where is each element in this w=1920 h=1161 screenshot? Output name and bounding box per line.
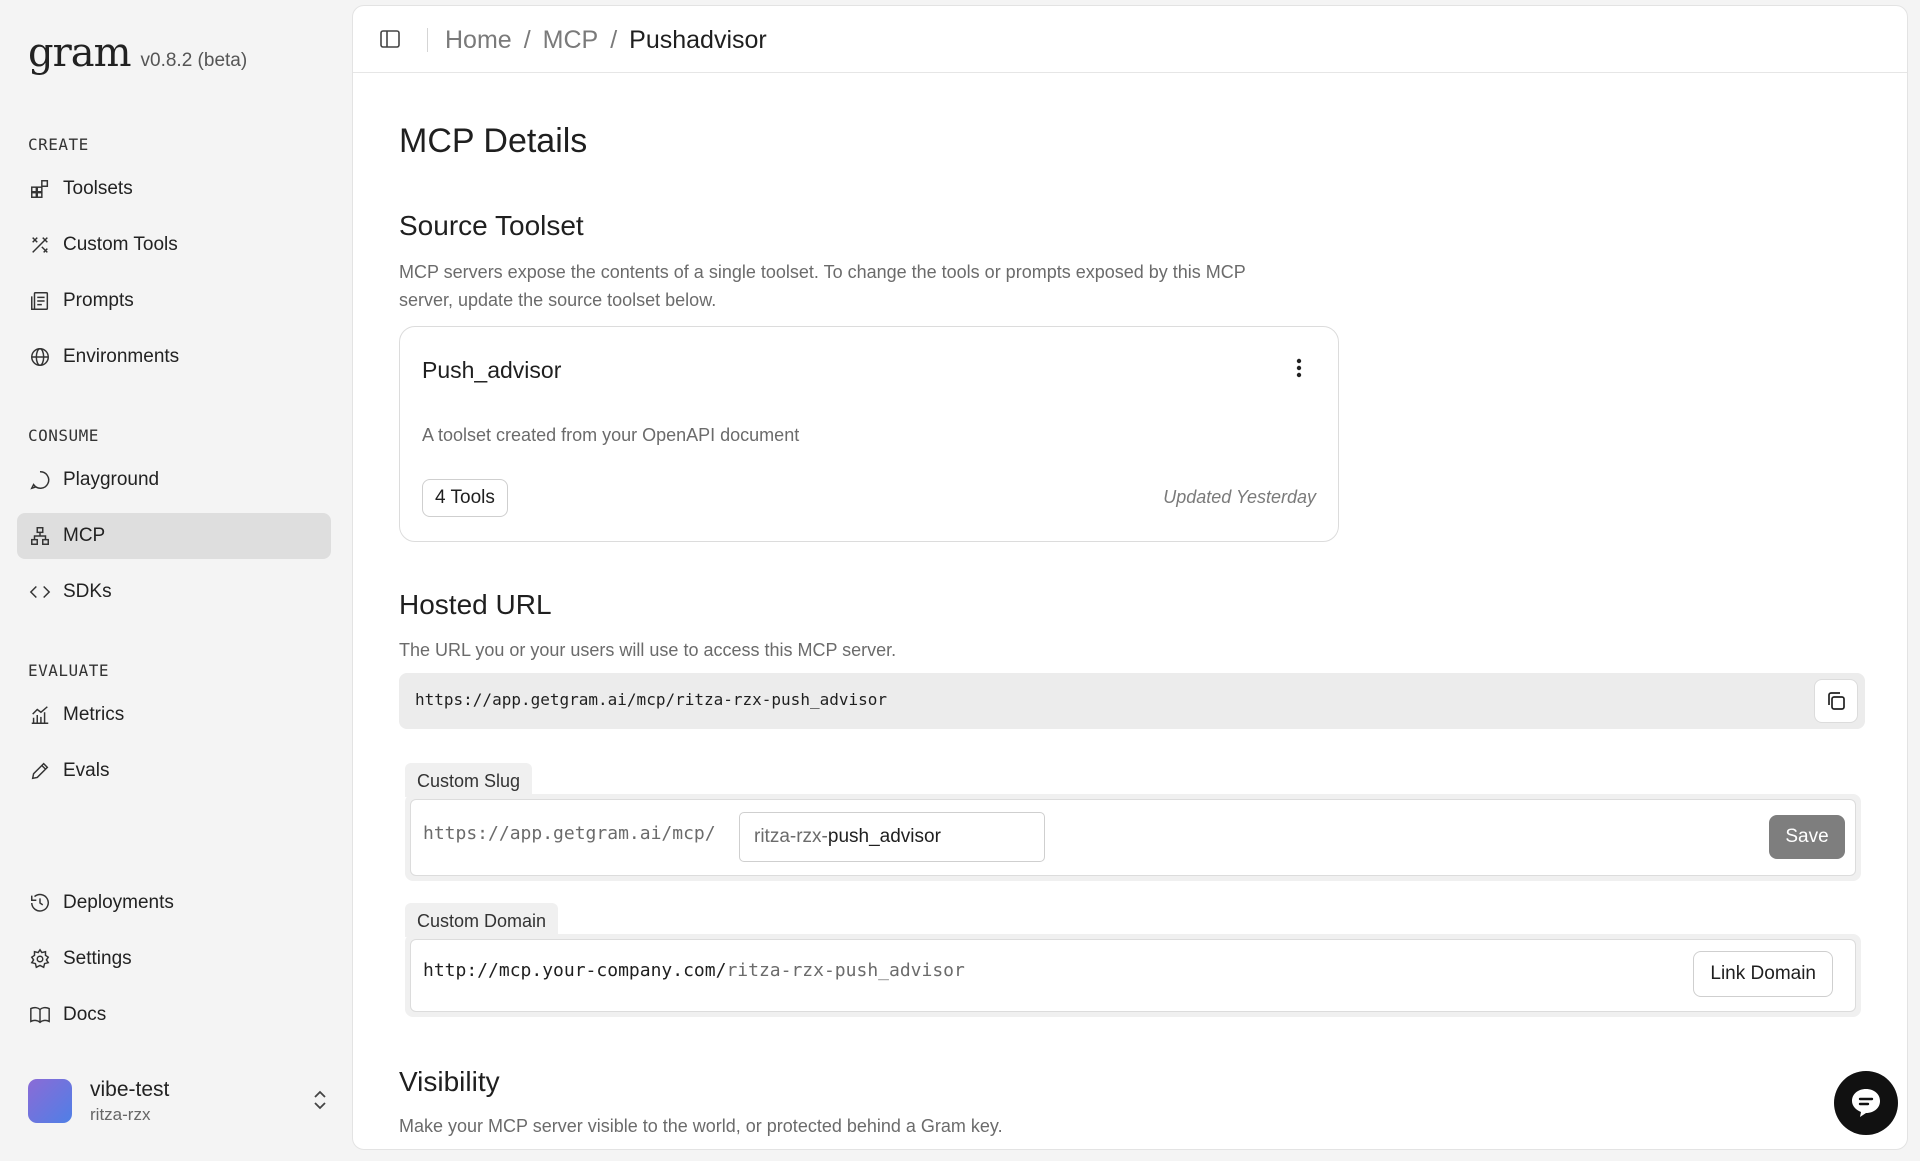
network-icon xyxy=(29,525,51,547)
breadcrumb xyxy=(445,26,767,55)
copy-button[interactable] xyxy=(1814,679,1858,723)
visibility-heading: Visibility xyxy=(399,1066,500,1097)
divider xyxy=(427,28,428,52)
gram-logo[interactable]: gram xyxy=(28,30,131,76)
hosted-url-box xyxy=(399,673,1865,729)
save-button[interactable]: Save xyxy=(1769,815,1845,859)
gear-icon xyxy=(29,948,51,970)
slug-input[interactable] xyxy=(739,812,1045,862)
source-toolset-description-2: server, update the source toolset below. xyxy=(399,290,717,310)
section-evaluate: EVALUATE xyxy=(28,661,110,680)
sidebar-item-toolsets[interactable] xyxy=(17,166,331,212)
copy-icon xyxy=(1825,690,1847,712)
hosted-url-value: https://app.getgram.ai/mcp/ritza-rzx-push_advisor xyxy=(415,690,888,709)
version-label: v0.8.2 (beta) xyxy=(140,50,248,71)
sidebar-item-label: Playground xyxy=(63,469,160,490)
prompts-icon xyxy=(29,290,51,312)
code-icon xyxy=(29,581,51,603)
custom-domain-slug: ritza-rzx-push_advisor xyxy=(726,960,965,981)
section-consume: CONSUME xyxy=(28,426,99,445)
breadcrumb-separator: / xyxy=(610,26,618,54)
breadcrumb-home[interactable]: Home xyxy=(445,26,512,54)
custom-domain-label: Custom Domain xyxy=(405,903,558,937)
workspace-avatar xyxy=(28,1079,72,1123)
sidebar-item-label: Environments xyxy=(63,346,180,367)
sidebar-item-label: Custom Tools xyxy=(63,234,178,255)
custom-domain-field xyxy=(405,934,1861,1017)
sidebar-item-sdks[interactable] xyxy=(17,569,331,615)
brand xyxy=(28,30,247,76)
toolset-updated: Updated Yesterday xyxy=(1163,487,1316,507)
section-create: CREATE xyxy=(28,135,89,154)
book-icon xyxy=(29,1004,51,1026)
custom-domain-host: http://mcp.your-company.com/ xyxy=(423,960,727,981)
breadcrumb-mcp[interactable]: MCP xyxy=(542,26,599,54)
custom-domain-url xyxy=(423,960,965,981)
chat-support-button[interactable] xyxy=(1834,1071,1898,1135)
tools-count-badge[interactable]: 4 Tools xyxy=(422,479,508,517)
sidebar-item-settings[interactable] xyxy=(17,936,331,982)
sidebar-item-deployments[interactable] xyxy=(17,880,331,926)
hosted-url-heading: Hosted URL xyxy=(399,589,552,620)
topbar xyxy=(353,6,1907,73)
sidebar-item-prompts[interactable] xyxy=(17,278,331,324)
sidebar-item-label: Toolsets xyxy=(63,178,133,199)
custom-slug-field xyxy=(405,794,1861,881)
sidebar-item-label: SDKs xyxy=(63,581,112,602)
slug-input-value: push_advisor xyxy=(827,826,941,847)
sidebar-item-evals[interactable] xyxy=(17,748,331,794)
workspace-name: vibe-test xyxy=(90,1077,170,1101)
sidebar xyxy=(0,0,352,1161)
breadcrumb-separator: / xyxy=(523,26,531,54)
sidebar-item-label: MCP xyxy=(63,525,106,546)
toolset-card[interactable] xyxy=(399,326,1339,542)
sidebar-toggle-icon[interactable] xyxy=(379,28,401,50)
source-toolset-description-1: MCP servers expose the contents of a single toolset. To change the tools or prompts exposed by this MCP xyxy=(399,262,1246,282)
sidebar-item-playground[interactable] xyxy=(17,457,331,503)
sidebar-item-label: Docs xyxy=(63,1004,107,1025)
sidebar-item-docs[interactable] xyxy=(17,992,331,1038)
history-icon xyxy=(29,892,51,914)
globe-icon xyxy=(29,346,51,368)
chat-bubble-icon xyxy=(29,469,51,491)
custom-slug-label: Custom Slug xyxy=(405,763,532,797)
sidebar-item-label: Prompts xyxy=(63,290,134,311)
sidebar-item-label: Settings xyxy=(63,948,132,969)
breadcrumb-current: Pushadvisor xyxy=(629,26,767,54)
slug-input-prefix: ritza-rzx- xyxy=(754,826,828,847)
source-toolset-heading: Source Toolset xyxy=(399,210,584,241)
slug-prefix: https://app.getgram.ai/mcp/ xyxy=(423,823,716,844)
sidebar-item-mcp[interactable] xyxy=(17,513,331,559)
visibility-description: Make your MCP server visible to the world, or protected behind a Gram key. xyxy=(399,1116,1003,1136)
sidebar-item-label: Evals xyxy=(63,760,110,781)
chevron-up-down-icon[interactable] xyxy=(312,1088,328,1112)
link-domain-button[interactable]: Link Domain xyxy=(1693,951,1833,997)
toolset-name: Push_advisor xyxy=(422,357,562,383)
pencil-icon xyxy=(29,760,51,782)
sidebar-item-label: Metrics xyxy=(63,704,125,725)
toolset-description: A toolset created from your OpenAPI document xyxy=(422,425,800,445)
chart-icon xyxy=(29,704,51,726)
sidebar-item-metrics[interactable] xyxy=(17,692,331,738)
main-panel xyxy=(352,5,1908,1150)
chat-icon xyxy=(1849,1086,1883,1120)
more-vertical-icon[interactable] xyxy=(1296,357,1302,379)
sidebar-item-label: Deployments xyxy=(63,892,174,913)
page-title: MCP Details xyxy=(399,122,588,160)
tools-icon xyxy=(29,234,51,256)
workspace-switcher[interactable] xyxy=(28,1076,328,1126)
toolsets-icon xyxy=(29,178,51,200)
sidebar-item-custom-tools[interactable] xyxy=(17,222,331,268)
hosted-url-description: The URL you or your users will use to access this MCP server. xyxy=(399,640,897,660)
sidebar-item-environments[interactable] xyxy=(17,334,331,380)
workspace-org: ritza-rzx xyxy=(90,1104,151,1124)
